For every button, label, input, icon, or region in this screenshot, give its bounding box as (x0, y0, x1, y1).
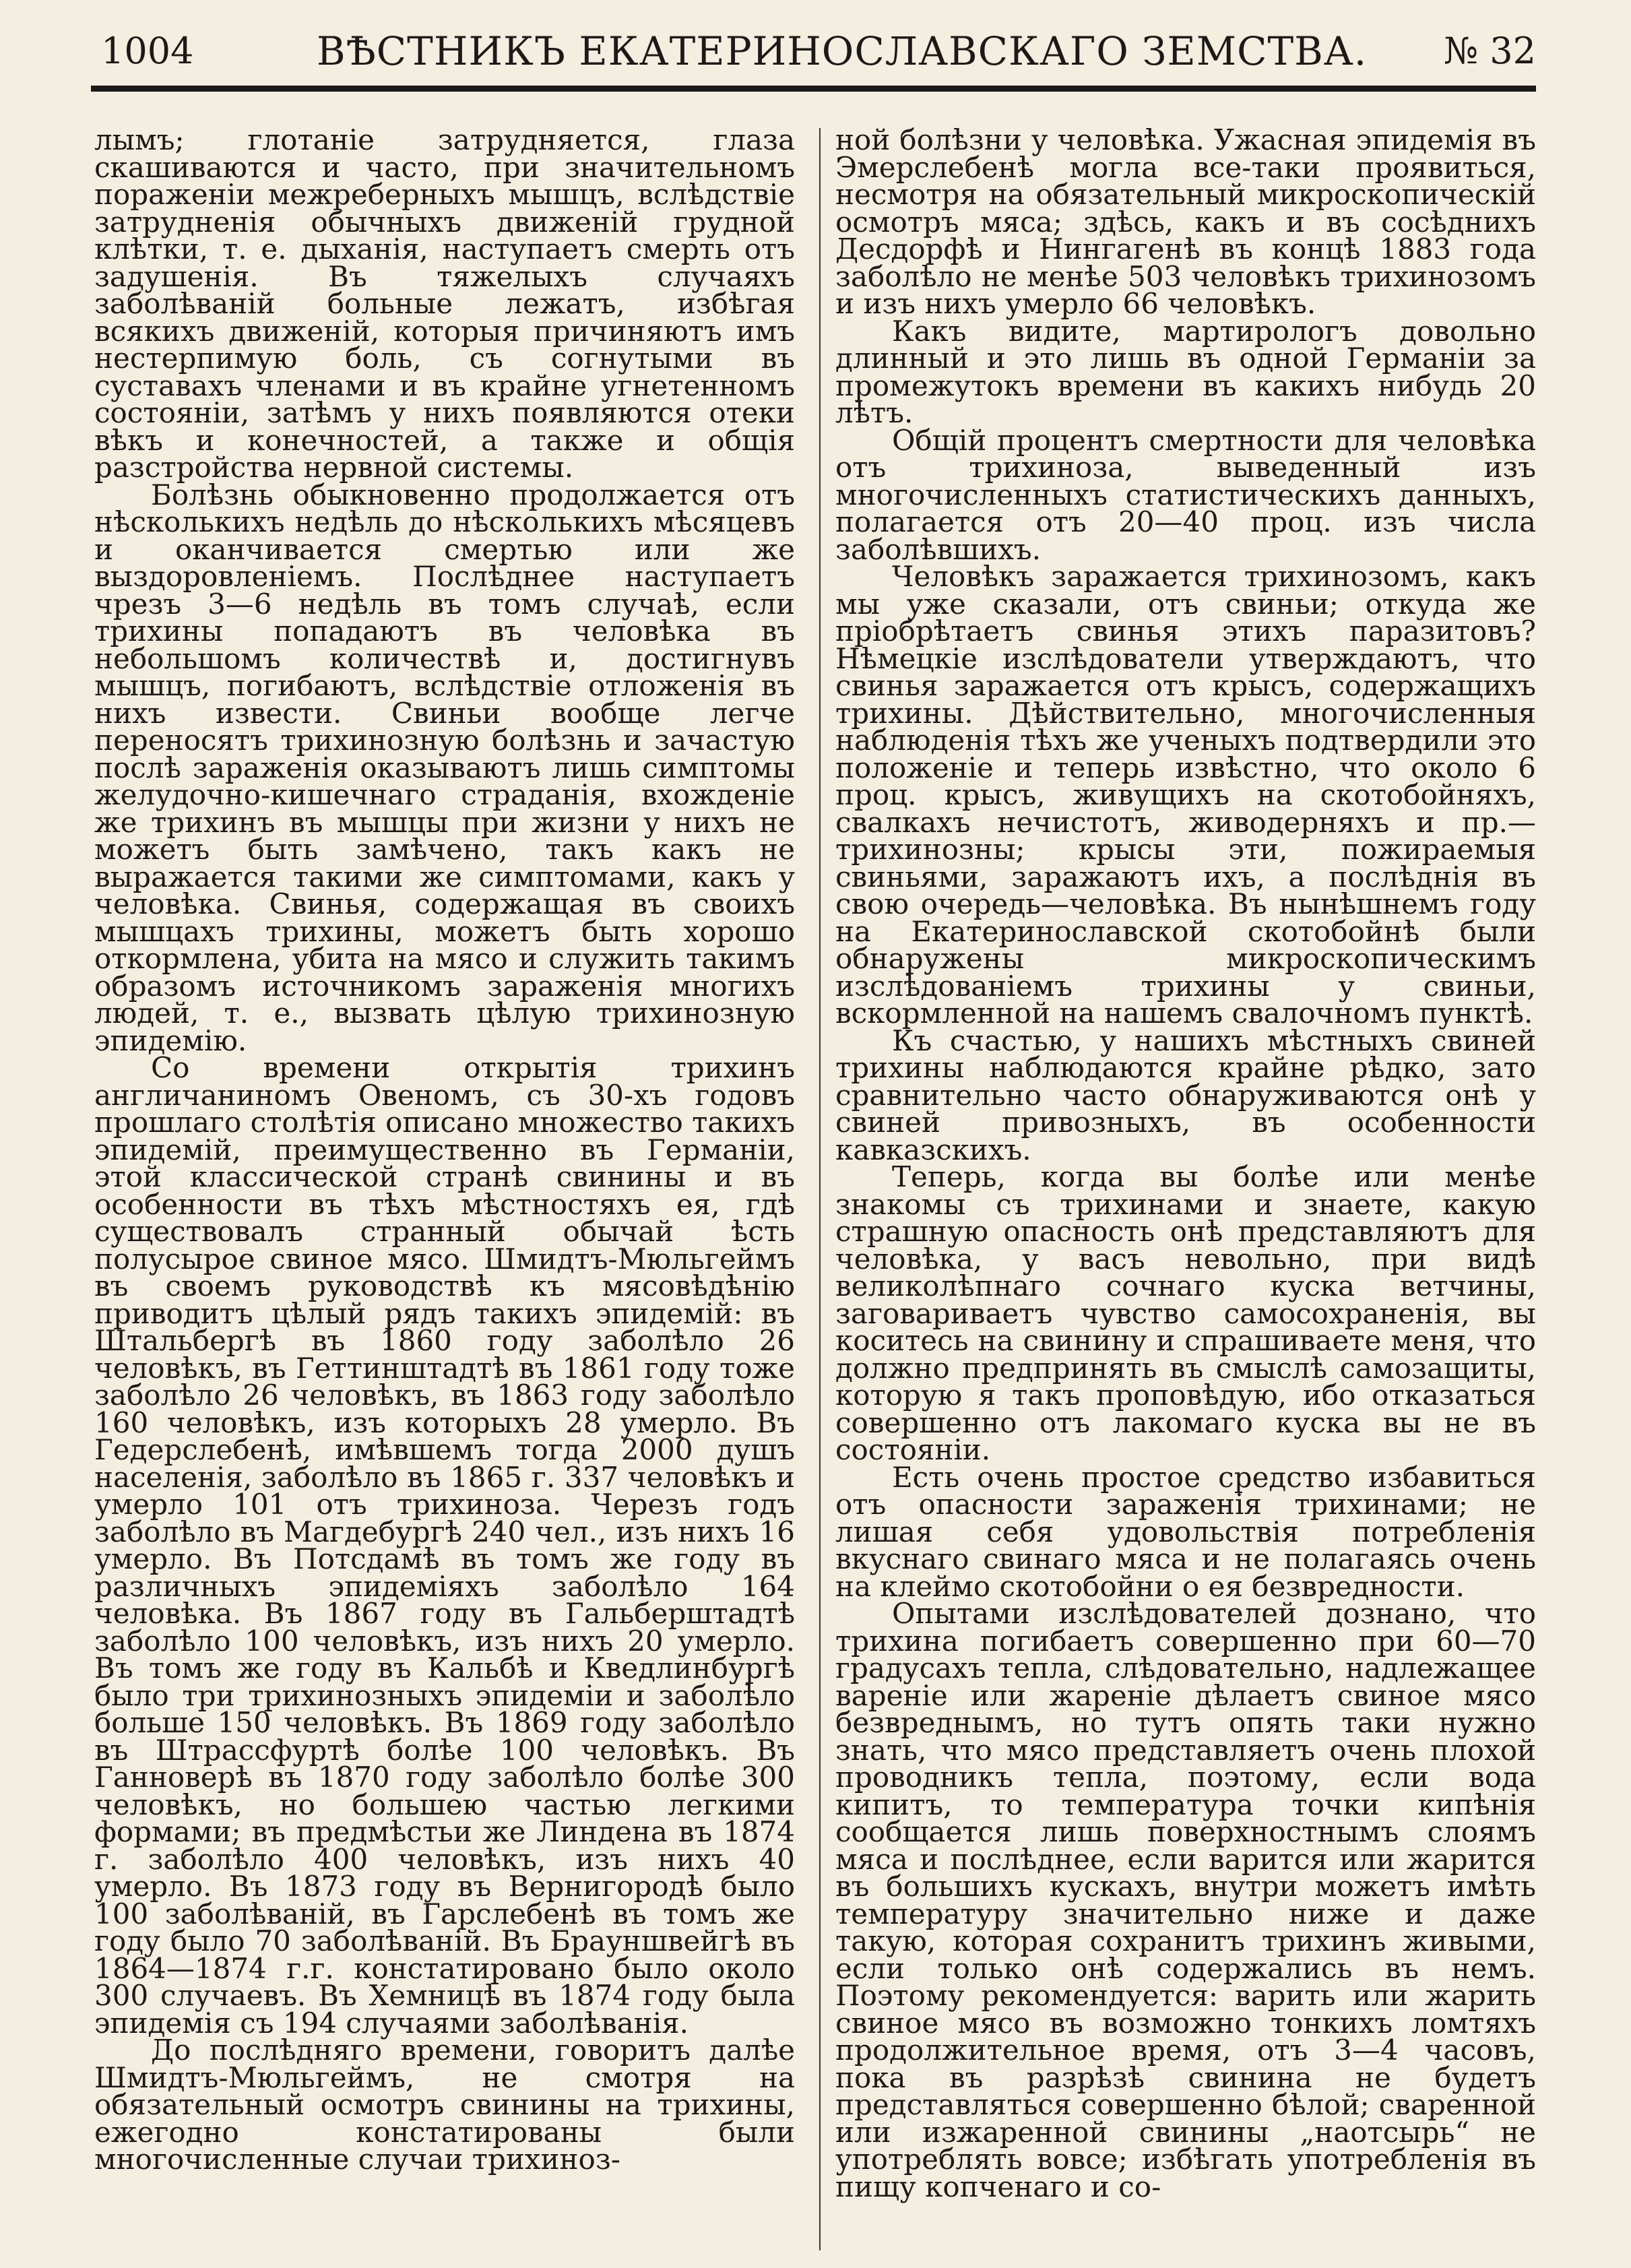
paragraph: ной болѣзни у человѣка. Ужасная эпидемія въ Эмерслебенѣ могла все-таки проявиться, несмотря на обязательный микроскопическій осмотръ мяса; здѣсь, какъ и въ сосѣднихъ Десдорфѣ и Нингагенѣ въ концѣ 1883 года заболѣло не менѣе 503 человѣкъ трихинозомъ и изъ нихъ умерло 66 человѣкъ. (835, 127, 1536, 320)
paragraph: лымъ; глотаніе затрудняется, глаза скашиваются и часто, при значительномъ пораженіи межреберныхъ мышцъ, вслѣдствіе затрудненія обычныхъ движеній грудной клѣтки, т. е. дыханія, наступаетъ смерть отъ задушенія. Въ тяжелыхъ случаяхъ заболѣваній больные лежатъ, избѣгая всякихъ движеній, которыя причиняютъ имъ нестерпимую боль, съ согнутыми въ суставахъ членами и въ крайне угнетенномъ состояніи, затѣмъ у нихъ появляются отеки вѣкъ и конечностей, а также и общія разстройства нервной системы. (94, 127, 795, 484)
paragraph: Какъ видите, мартирологъ довольно длинный и это лишь въ одной Германіи за промежутокъ времени въ какихъ нибудь 20 лѣтъ. (835, 314, 1536, 429)
paragraph: Человѣкъ заражается трихинозомъ, какъ мы уже сказали, отъ свиньи; откуда же пріобрѣтаетъ свинья этихъ паразитовъ? Нѣмецкіе изслѣдователи утверждаютъ, что свинья заражается отъ крысъ, содержащихъ трихины. Дѣйствительно, многочисленныя наблюденія тѣхъ же ученыхъ подтвердили это положеніе и теперь извѣстно, что около 6 проц. крысъ, живущихъ на скотобойняхъ, свалкахъ нечистотъ, живодерняхъ и пр.—трихинозны; крысы эти, пожираемыя свиньями, заражаютъ ихъ, а послѣднія въ свою очередь—человѣка. Въ нынѣшнемъ году на Екатеринославской скотобойнѣ были обнаружены микроскопическимъ изслѣдованіемъ трихины у свиньи, вскормленной на нашемъ свалочномъ пунктѣ. (835, 560, 1536, 1030)
paragraph: Теперь, когда вы болѣе или менѣе знакомы съ трихинами и знаете, какую страшную опасность онѣ представляютъ для человѣка, у васъ невольно, при видѣ великолѣпнаго сочнаго куска ветчины, заговариваетъ чувство самосохраненія, вы коситесь на свинину и спрашиваете меня, что должно предпринять въ смыслѣ самозащиты, которую я такъ проповѣдую, ибо отказаться совершенно отъ лакомаго куска вы не въ состояніи. (835, 1160, 1536, 1466)
paragraph: Болѣзнь обыкновенно продолжается отъ нѣсколькихъ недѣль до нѣсколькихъ мѣсяцевъ и оканчивается смертью или же выздоровленіемъ. Послѣднее наступаетъ чрезъ 3—6 недѣль въ томъ случаѣ, если трихины попадаютъ въ человѣка въ небольшомъ количествѣ и, достигнувъ мышцъ, погибаютъ, вслѣдствіе отложенія въ нихъ извести. Свиньи вообще легче переносятъ трихинозную болѣзнь и зачастую послѣ зараженія оказываютъ лишь симптомы желудочно-кишечнаго страданія, вхожденіе же трихинъ въ мышцы при жизни у нихъ не можетъ быть замѣчено, такъ какъ не выражается такими же симптомами, какъ у человѣка. Свинья, содержащая въ своихъ мышцахъ трихины, можетъ быть хорошо откормлена, убита на мясо и служить такимъ образомъ источникомъ зараженія многихъ людей, т. е., вызвать цѣлую трихинозную эпидемію. (94, 478, 795, 1057)
paragraph: Есть очень простое средство избавиться отъ опасности зараженія трихинами; не лишая себя удовольствія потребленія вкуснаго свинаго мяса и не полагаясь очень на клеймо скотобойни о ея безвредности. (835, 1460, 1536, 1603)
left-column (94, 127, 795, 2249)
right-column (835, 127, 1536, 2249)
column-divider (819, 128, 821, 2250)
page-number: 1004 (101, 30, 194, 72)
issue-number: № 32 (1444, 30, 1536, 72)
paragraph: До послѣдняго времени, говоритъ далѣе Шмидтъ-Мюльгеймъ, не смотря на обязательный осмотръ свинины на трихины, ежегодно констатированы были многочисленные случаи трихиноз- (94, 2034, 795, 2176)
publication-title: ВѢСТНИКЪ ЕКАТЕРИНОСЛАВСКАГО ЗЕМСТВА. (317, 28, 1368, 74)
paragraph: Къ счастью, у нашихъ мѣстныхъ свиней трихины наблюдаются крайне рѣдко, зато сравнительно часто обнаруживаются онѣ у свиней привозныхъ, въ особенности кавказскихъ. (835, 1023, 1536, 1166)
page-header (94, 26, 1536, 77)
paragraph: Общій процентъ смертности для человѣка отъ трихиноза, выведенный изъ многочисленныхъ статистическихъ данныхъ, полагается отъ 20—40 проц. изъ числа заболѣвшихъ. (835, 423, 1536, 566)
header-rule (91, 86, 1536, 92)
paragraph: Опытами изслѣдователей дознано, что трихина погибаетъ совершенно при 60—70 градусахъ тепла, слѣдовательно, надлежащее вареніе или жареніе дѣлаетъ свиное мясо безвреднымъ, но тутъ опять таки нужно знать, что мясо представляетъ очень плохой проводникъ тепла, поэтому, если вода кипитъ, то температура точки кипѣнія сообщается лишь поверхностнымъ слоямъ мяса и послѣднее, если варится или жарится въ большихъ кускахъ, внутри можетъ имѣть температуру значительно ниже и даже такую, которая сохранитъ трихинъ живыми, если только онѣ содержались въ немъ. Поэтому рекомендуется: варить или жарить свиное мясо въ возможно тонкихъ ломтяхъ продолжительное время, отъ 3—4 часовъ, пока въ разрѣзѣ свинина не будетъ представляться совершенно бѣлой; сваренной или изжаренной свинины „наотсырь“ не употреблять вовсе; избѣгать употребленія въ пищу копченаго и со- (835, 1597, 1536, 2203)
paragraph: Со времени открытія трихинъ англичаниномъ Овеномъ, съ 30-хъ годовъ прошлаго столѣтія описано множество такихъ эпидемій, преимущественно въ Германіи, этой классической странѣ свинины и въ особенности въ тѣхъ мѣстностяхъ ея, гдѣ существовалъ странный обычай ѣсть полусырое свиное мясо. Шмидтъ-Мюльгеймъ въ своемъ руководствѣ къ мясовѣдѣнію приводитъ цѣлый рядъ такихъ эпидемій: въ Штальбергѣ въ 1860 году заболѣло 26 человѣкъ, въ Геттинштадтѣ въ 1861 году тоже заболѣло 26 человѣкъ, въ 1863 году заболѣло 160 человѣкъ, изъ которыхъ 28 умерло. Въ Гедерслебенѣ, имѣвшемъ тогда 2000 душъ населенія, заболѣло въ 1865 г. 337 человѣкъ и умерло 101 отъ трихиноза. Черезъ годъ заболѣло въ Магдебургѣ 240 чел., изъ нихъ 16 умерло. Въ Потсдамѣ въ томъ же году въ различныхъ эпидеміяхъ заболѣло 164 человѣка. Въ 1867 году въ Гальберштадтѣ заболѣло 100 человѣкъ, изъ нихъ 20 умерло. Въ томъ же году въ Кальбѣ и Кведлинбургѣ было три трихинозныхъ эпидеміи и заболѣло больше 150 человѣкъ. Въ 1869 году заболѣло въ Штрассфуртѣ болѣе 100 человѣкъ. Въ Ганноверѣ въ 1870 году заболѣло болѣе 300 человѣкъ, но большею частью легкими формами; въ предмѣстьи же Линдена въ 1874 г. заболѣло 400 человѣкъ, изъ нихъ 40 умерло. Въ 1873 году въ Вернигородѣ было 100 заболѣваній, въ Гарслебенѣ въ томъ же году было 70 заболѣваній. Въ Брауншвейгѣ въ 1864—1874 г.г. констатировано было около 300 случаевъ. Въ Хемницѣ въ 1874 году была эпидемія съ 194 случаями заболѣванія. (94, 1051, 795, 2040)
